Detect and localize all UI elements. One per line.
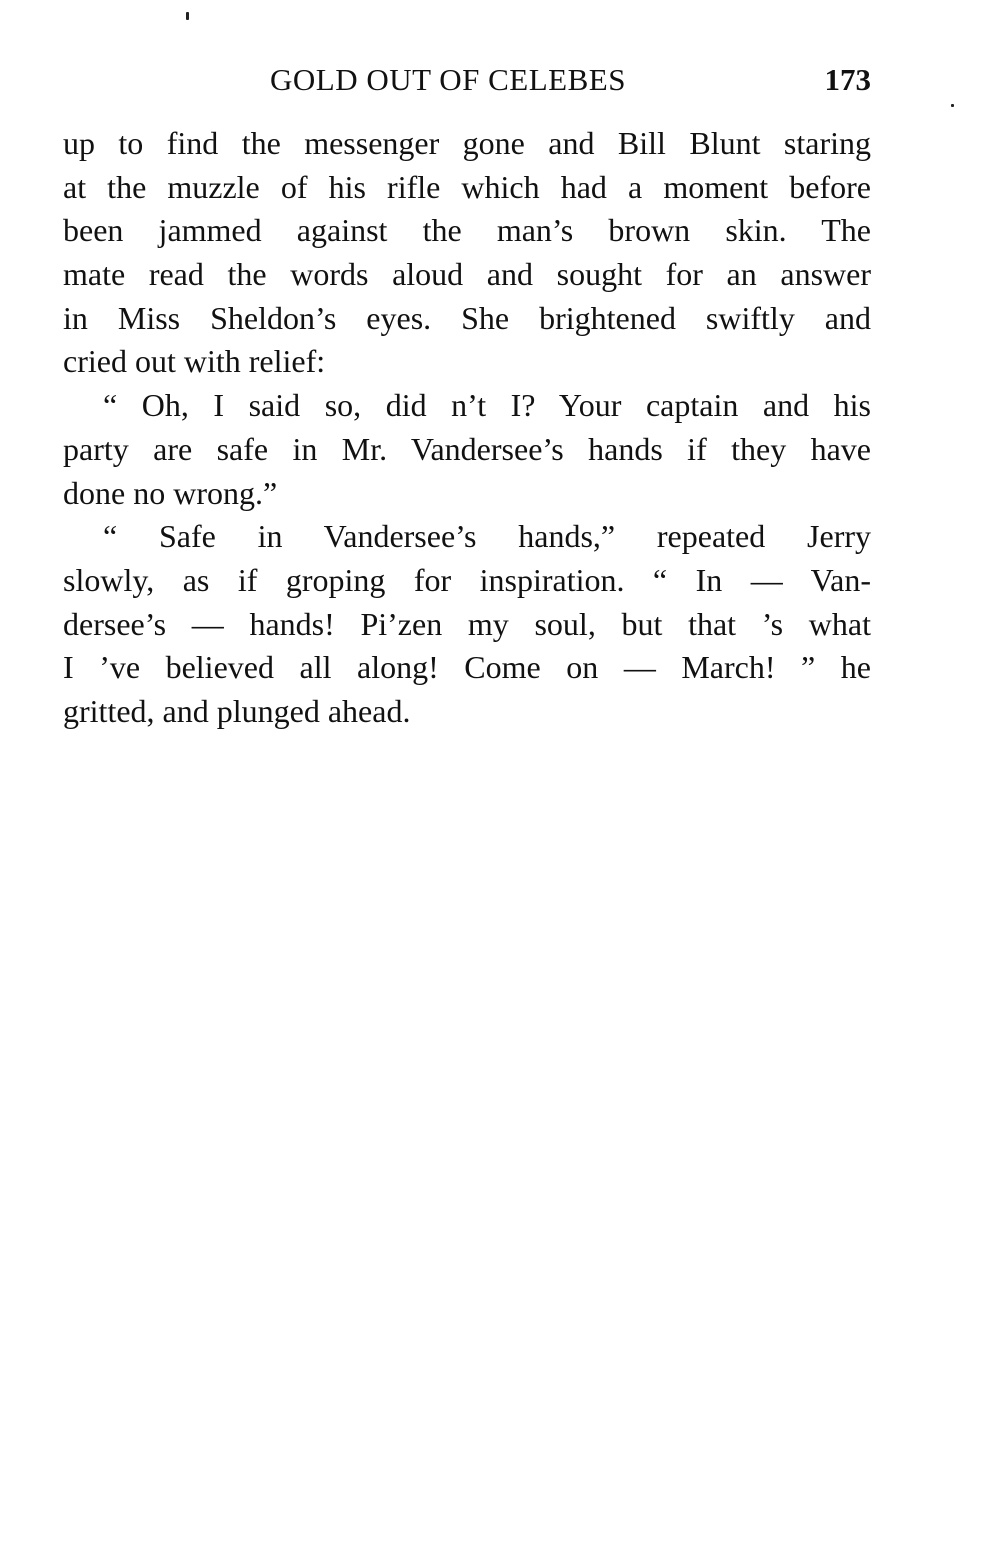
print-speck (951, 104, 954, 107)
print-speck (186, 12, 189, 20)
text-line: in Miss Sheldon’s eyes. She brightened swiftly and (63, 299, 871, 336)
text-line: up to find the messenger gone and Bill Blunt staring (63, 125, 871, 161)
text-line: done no wrong.” (63, 474, 278, 511)
text-line: at the muzzle of his rifle which had a moment before (63, 168, 871, 205)
text-line: slowly, as if groping for inspiration. “ In — Van- (63, 561, 871, 598)
text-line: “ Oh, I said so, did n’t I? Your captain and his (103, 387, 871, 424)
body-text (63, 122, 871, 734)
text-line: mate read the words aloud and sought for an answer (63, 256, 871, 293)
text-line: gritted, and plunged ahead. (63, 692, 411, 729)
text-line: “ Safe in Vandersee’s hands,” repeated Jerry (103, 518, 871, 555)
text-line: cried out with relief: (63, 343, 326, 380)
page-header (63, 58, 871, 102)
text-line: I ’ve believed all along! Come on — March! ” he (63, 649, 871, 686)
text-line: party are safe in Mr. Vandersee’s hands if they have (63, 430, 871, 467)
page-number: 173 (824, 62, 871, 97)
running-title: GOLD OUT OF CELEBES (270, 62, 626, 97)
text-line: dersee’s — hands! Pi’zen my soul, but that ’s what (63, 605, 871, 642)
text-line: been jammed against the man’s brown skin. The (63, 212, 871, 249)
